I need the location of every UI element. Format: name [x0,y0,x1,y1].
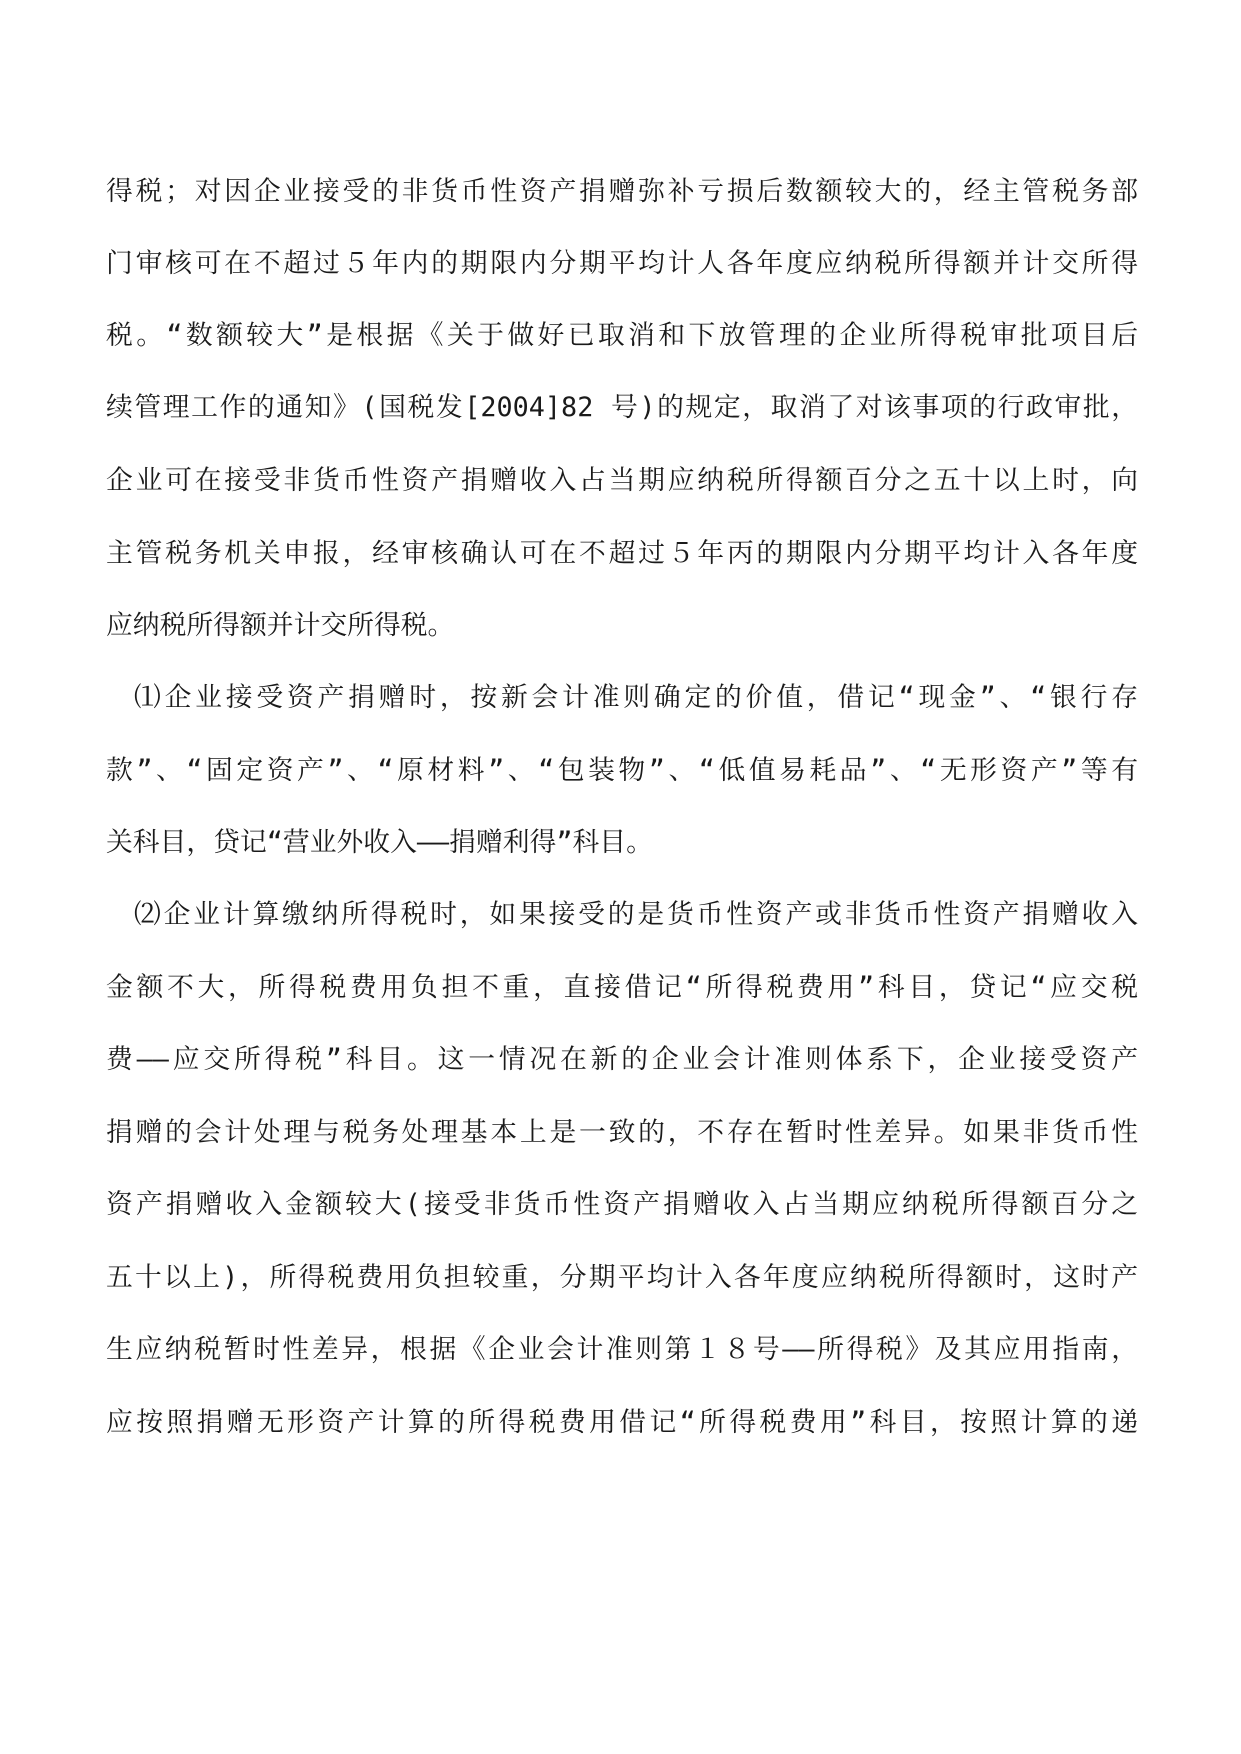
text-line: 应纳税所得额并计交所得税。 [106,610,455,641]
text-line: 税。“数额较大”是根据《关于做好已取消和下放管理的企业所得税审批项目后 [106,320,1138,351]
text-line: 主管税务机关申报，经审核确认可在不超过５年丙的期限内分期平均计入各年度 [106,538,1138,569]
text-line: 费——应交所得税”科目。这一情况在新的企业会计准则体系下，企业接受资产 [106,1044,1138,1075]
text-line: 门审核可在不超过５年内的期限内分期平均计人各年度应纳税所得额并计交所得 [106,248,1138,279]
text-line: 五十以上)，所得税费用负担较重，分期平均计入各年度应纳税所得额时，这时产 [106,1262,1138,1293]
text-line: 得税；对因企业接受的非货币性资产捐赠弥补亏损后数额较大的，经主管税务部 [106,176,1138,207]
text-line: 生应纳税暂时性差异，根据《企业会计准则第１８号——所得税》及其应用指南， [106,1334,1138,1365]
text-line: 关科目，贷记“营业外收入——捐赠利得”科目。 [106,827,653,858]
text-line: 款”、“固定资产”、“原材料”、“包装物”、“低值易耗品”、“无形资产”等有 [106,755,1138,786]
text-line: 续管理工作的通知》(国税发[2004]82 号)的规定，取消了对该事项的行政审批， [106,392,1138,423]
text-line: 资产捐赠收入金额较大(接受非货币性资产捐赠收入占当期应纳税所得额百分之 [106,1189,1138,1220]
text-line: ⑵企业计算缴纳所得税时，如果接受的是货币性资产或非货币性资产捐赠收入 [134,899,1138,930]
text-line: 捐赠的会计处理与税务处理基本上是一致的，不存在暂时性差异。如果非货币性 [106,1117,1138,1148]
text-line: 应按照捐赠无形资产计算的所得税费用借记“所得税费用”科目，按照计算的递 [106,1407,1138,1438]
text-line: ⑴企业接受资产捐赠时，按新会计准则确定的价值，借记“现金”、“银行存 [134,682,1138,713]
text-line: 金额不大，所得税费用负担不重，直接借记“所得税费用”科目，贷记“应交税 [106,972,1138,1003]
text-line: 企业可在接受非货币性资产捐赠收入占当期应纳税所得额百分之五十以上时，向 [106,465,1138,496]
